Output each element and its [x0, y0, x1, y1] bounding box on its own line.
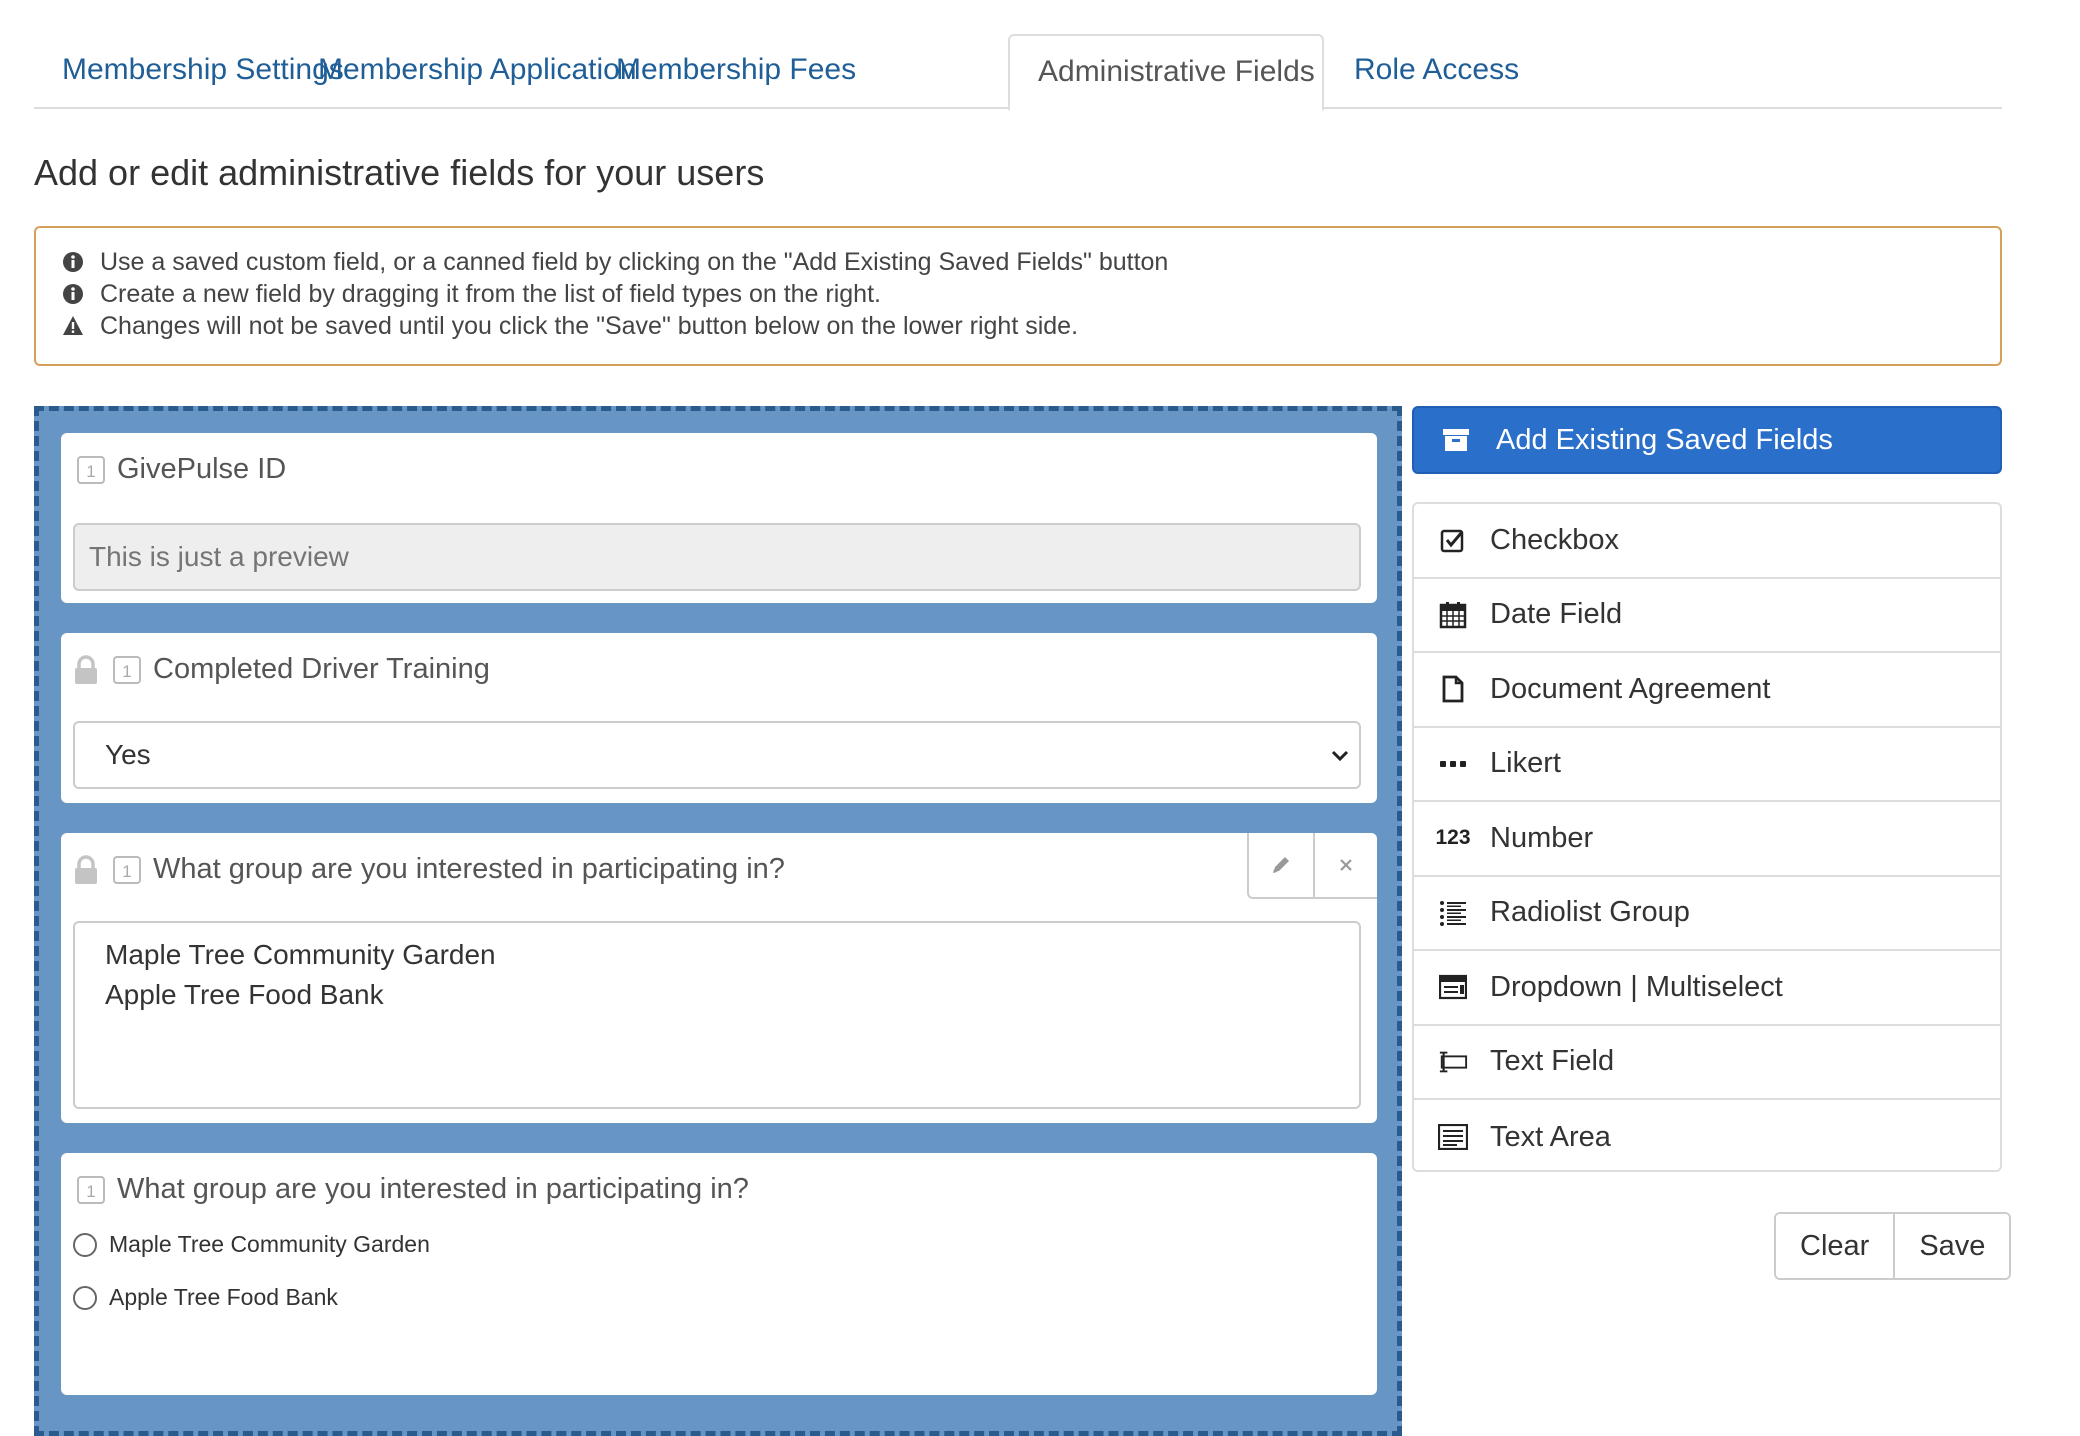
lock-icon: [73, 855, 99, 885]
field-type-label: Radiolist Group: [1490, 896, 1690, 929]
calendar-icon: [1438, 600, 1468, 630]
field-type-label: Text Field: [1490, 1045, 1615, 1078]
radio-label: Maple Tree Community Garden: [109, 1231, 430, 1257]
archive-icon: [1442, 427, 1470, 453]
info-circle-icon: [62, 251, 84, 273]
ellipsis-icon: [1438, 749, 1468, 779]
close-icon: [1337, 856, 1355, 874]
document-icon: [1438, 674, 1468, 704]
field-type-label: Checkbox: [1490, 523, 1619, 556]
info-circle-icon: [62, 283, 84, 305]
field-type-checkbox[interactable]: [1414, 504, 2000, 579]
field-type-text-area[interactable]: [1414, 1100, 2000, 1172]
add-existing-label: Add Existing Saved Fields: [1496, 423, 1833, 456]
field-card-group-radiolist[interactable]: [61, 1153, 1377, 1395]
add-existing-saved-fields-button[interactable]: [1412, 406, 2002, 474]
clear-button[interactable]: Clear: [1776, 1214, 1893, 1278]
field-order-badge: 1: [113, 856, 141, 884]
field-label: GivePulse ID: [117, 453, 287, 485]
field-type-date[interactable]: [1414, 579, 2000, 654]
group-textarea[interactable]: [73, 921, 1361, 1109]
tab-bar: [34, 34, 2002, 109]
field-actions: [1247, 833, 1377, 899]
field-type-label: Number: [1490, 821, 1594, 854]
chevron-down-icon: [1329, 745, 1351, 767]
list-icon: [1438, 898, 1468, 928]
field-type-document-agreement[interactable]: [1414, 653, 2000, 728]
select-value: Yes: [105, 739, 151, 770]
field-types-list: [1412, 502, 2002, 1172]
field-order-badge: 1: [77, 456, 105, 484]
field-card-givepulse-id[interactable]: [61, 433, 1377, 603]
info-line: [62, 246, 1974, 278]
field-card-group-textarea[interactable]: [61, 833, 1377, 1123]
text-area-icon: [1438, 1122, 1468, 1152]
checkbox-icon: [1438, 525, 1468, 555]
radio-label: Apple Tree Food Bank: [109, 1284, 338, 1310]
field-type-dropdown-multiselect[interactable]: [1414, 951, 2000, 1026]
info-box: [34, 226, 2002, 366]
radio-option[interactable]: [73, 1284, 338, 1311]
text-field-icon: [1438, 1047, 1468, 1077]
field-type-radiolist-group[interactable]: [1414, 877, 2000, 952]
field-title: [73, 853, 785, 886]
field-type-label: Text Area: [1490, 1120, 1611, 1153]
tab-membership-settings[interactable]: Membership Settings: [62, 53, 344, 86]
textarea-line: Maple Tree Community Garden: [105, 939, 496, 970]
lock-icon: [73, 655, 99, 685]
field-dropzone[interactable]: [34, 406, 1402, 1436]
info-text: Create a new field by dragging it from the list of field types on the right.: [100, 279, 881, 308]
info-line: [62, 278, 1974, 310]
radio-option[interactable]: [73, 1231, 430, 1258]
dropdown-icon: [1438, 972, 1468, 1002]
field-order-badge: 1: [77, 1176, 105, 1204]
save-button[interactable]: Save: [1893, 1214, 2009, 1278]
info-text: Use a saved custom field, or a canned field by clicking on the "Add Existing Saved Fields" button: [100, 247, 1169, 276]
edit-field-button[interactable]: [1249, 833, 1313, 897]
pencil-icon: [1270, 854, 1292, 876]
form-actions: [1774, 1212, 2011, 1280]
field-type-label: Likert: [1490, 747, 1561, 780]
radio-button[interactable]: [73, 1233, 97, 1257]
info-text: Changes will not be saved until you click the "Save" button below on the lower right side.: [100, 311, 1079, 340]
driver-training-select[interactable]: [73, 721, 1361, 789]
delete-field-button[interactable]: [1313, 833, 1377, 897]
field-type-number[interactable]: [1414, 802, 2000, 877]
page-title: Add or edit administrative fields for your users: [34, 152, 765, 193]
field-type-label: Document Agreement: [1490, 672, 1771, 705]
field-type-likert[interactable]: [1414, 728, 2000, 803]
field-label: Completed Driver Training: [153, 653, 490, 685]
field-title: [77, 453, 286, 486]
tab-membership-application[interactable]: Membership Application: [318, 53, 637, 86]
tab-membership-fees[interactable]: Membership Fees: [616, 53, 857, 86]
info-line: [62, 310, 1974, 342]
textarea-line: Apple Tree Food Bank: [105, 979, 384, 1010]
number-icon: 123: [1435, 826, 1471, 850]
field-card-driver-training[interactable]: [61, 633, 1377, 803]
field-title: [77, 1173, 749, 1206]
field-type-label: Date Field: [1490, 598, 1623, 631]
field-title: [73, 653, 490, 686]
field-label: What group are you interested in participating in?: [153, 853, 785, 885]
preview-input: [73, 523, 1361, 591]
field-type-label: Dropdown | Multiselect: [1490, 970, 1783, 1003]
field-type-text-field[interactable]: [1414, 1026, 2000, 1101]
warning-triangle-icon: [62, 315, 84, 337]
field-order-badge: 1: [113, 656, 141, 684]
field-label: What group are you interested in participating in?: [117, 1173, 749, 1205]
tab-role-access[interactable]: Role Access: [1354, 53, 1520, 86]
tab-administrative-fields[interactable]: Administrative Fields: [1008, 34, 1324, 111]
radio-button[interactable]: [73, 1286, 97, 1310]
